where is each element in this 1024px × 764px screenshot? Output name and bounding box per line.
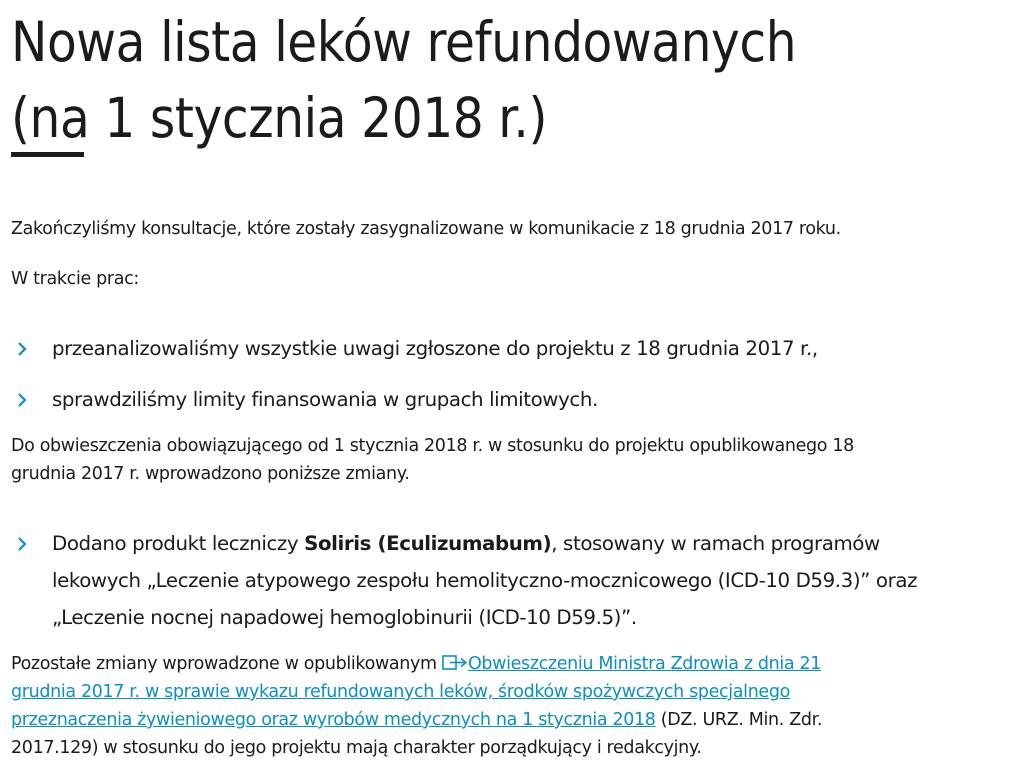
change-item-suffix: , stosowany w ramach programów — [551, 532, 880, 555]
change-list-item — [14, 525, 1014, 636]
work-heading: W trakcie prac: — [11, 269, 139, 289]
closing-line4: 2017.129) w stosunku do jego projektu mają charakter porządkujący i redakcyjny. — [11, 738, 702, 758]
list-item — [14, 381, 1014, 418]
change-item-text — [52, 525, 1014, 636]
change-item-line3: „Leczenie nocnej napadowej hemoglobinurii (ICD-10 D59.5)”. — [52, 606, 637, 629]
closing-paragraph — [11, 650, 822, 762]
page-title-line1: Nowa lista leków refundowanych — [11, 10, 797, 74]
changes-intro-paragraph — [11, 432, 854, 488]
list-item-text: przeanalizowaliśmy wszystkie uwagi zgłoszone do projektu z 18 grudnia 2017 r., — [52, 337, 818, 360]
chevron-right-icon — [14, 330, 34, 367]
link-line2[interactable]: grudnia 2017 r. w sprawie wykazu refundowanych leków, środków spożywczych specjalnego — [11, 682, 790, 702]
changes-intro-line1: Do obwieszczenia obowiązującego od 1 stycznia 2018 r. w stosunku do projektu opublikowanego 18 — [11, 436, 854, 456]
page-title — [11, 4, 796, 156]
closing-after-link: (DZ. URZ. Min. Zdr. — [655, 710, 823, 730]
product-name: Soliris (Eculizumabum) — [304, 532, 552, 555]
chevron-right-icon — [14, 381, 34, 418]
page-title-line2: (na 1 stycznia 2018 r.) — [11, 86, 547, 150]
link-line3[interactable]: przeznaczenia żywieniowego oraz wyrobów medycznych na 1 stycznia 2018 — [11, 710, 656, 730]
changes-intro-line2: grudnia 2017 r. wprowadzono poniższe zmiany. — [11, 464, 410, 484]
list-item — [14, 330, 1014, 367]
chevron-right-icon — [14, 525, 34, 562]
list-item-text: sprawdziliśmy limity finansowania w grupach limitowych. — [52, 388, 598, 411]
intro-paragraph: Zakończyliśmy konsultacje, które zostały zasygnalizowane w komunikacie z 18 grudnia 2017 roku. — [11, 219, 841, 239]
link-line1[interactable]: Obwieszczeniu Ministra Zdrowia z dnia 21 — [467, 654, 822, 674]
external-link-icon[interactable] — [442, 653, 468, 671]
change-item-prefix: Dodano produkt leczniczy — [52, 532, 305, 555]
title-underline — [11, 152, 84, 157]
change-item-line1 — [52, 525, 1014, 562]
closing-prefix: Pozostałe zmiany wprowadzone w opublikowanym — [11, 654, 442, 674]
change-item-line2: lekowych „Leczenie atypowego zespołu hemolityczno-mocznicowego (ICD-10 D59.3)” oraz — [52, 569, 918, 592]
